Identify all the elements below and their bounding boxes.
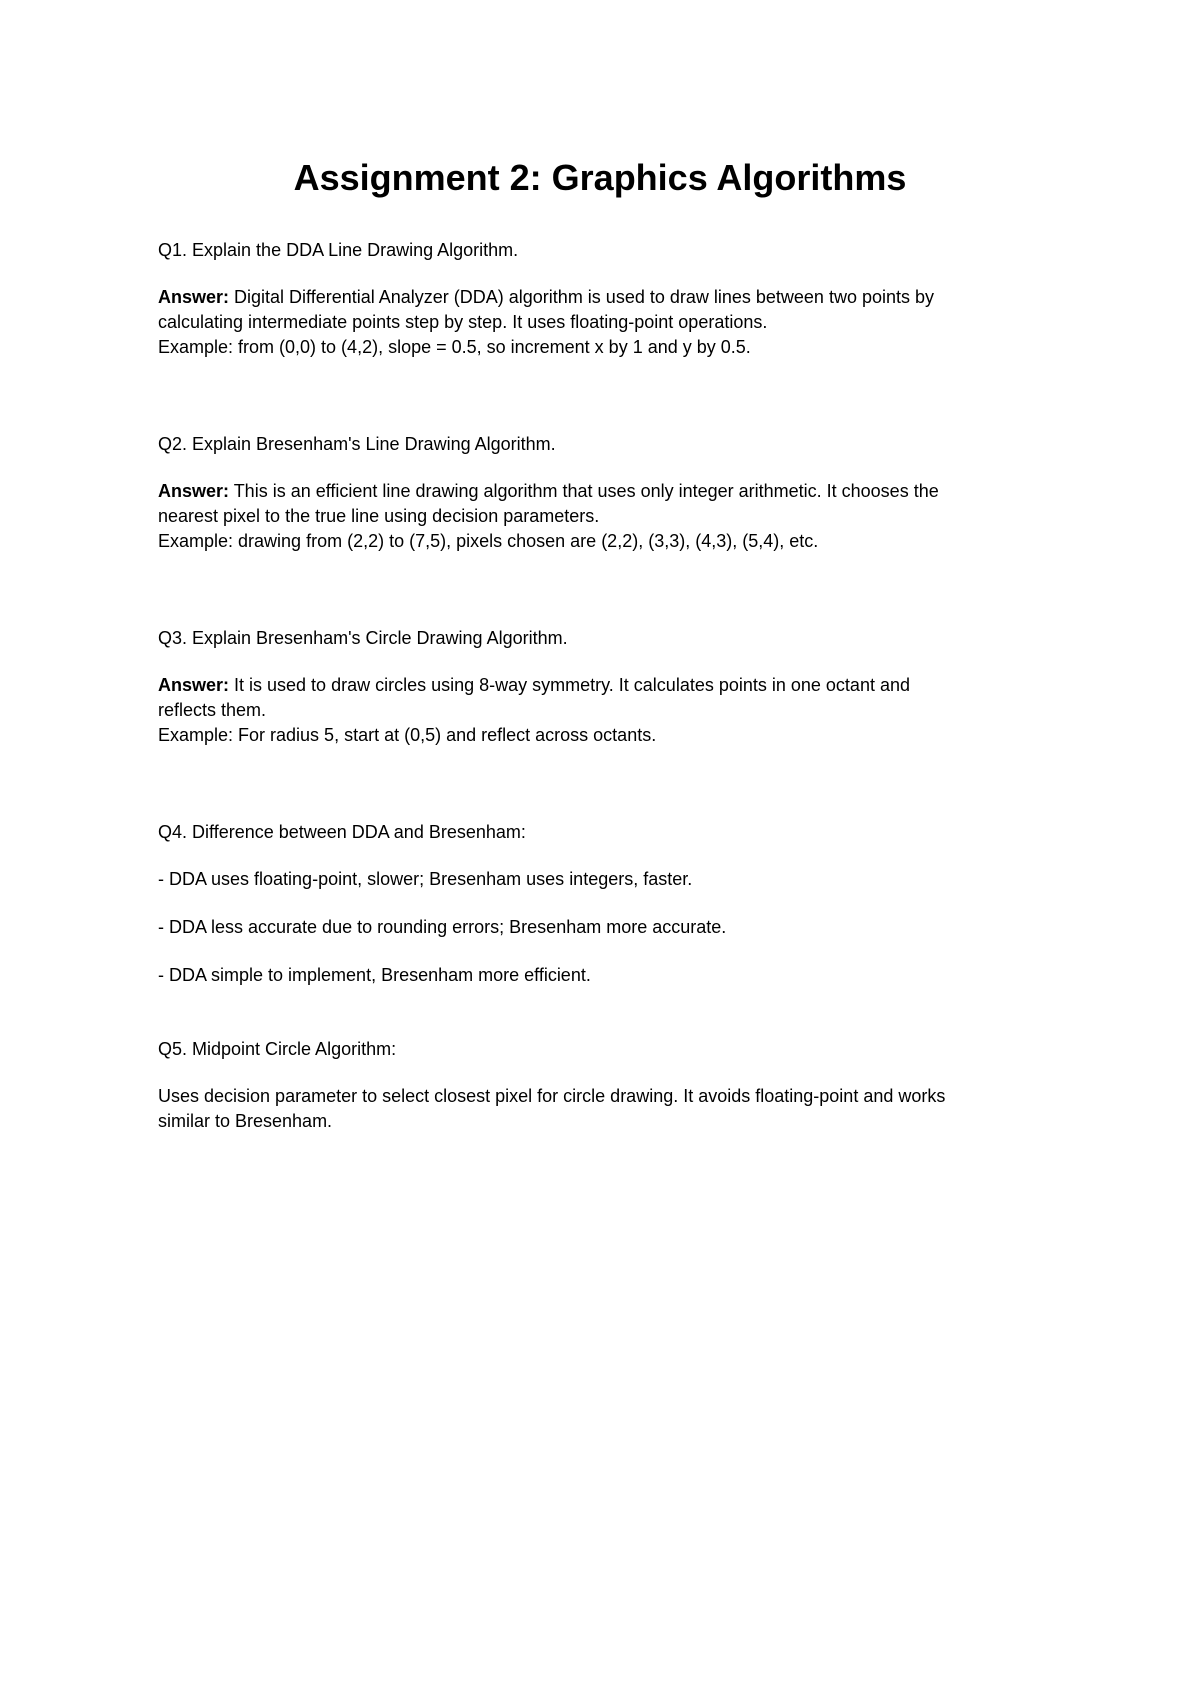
answer-label: Answer: bbox=[158, 287, 230, 307]
answer-1-line-1 bbox=[158, 285, 1058, 310]
answer-2-line-2: nearest pixel to the true line using decision parameters. bbox=[158, 506, 600, 526]
spacer bbox=[158, 748, 1058, 820]
question-5: Q5. Midpoint Circle Algorithm: bbox=[158, 1039, 397, 1059]
example-3: Example: For radius 5, start at (0,5) and reflect across octants. bbox=[158, 725, 657, 745]
question-section-4 bbox=[158, 820, 1058, 988]
question-1: Q1. Explain the DDA Line Drawing Algorithm. bbox=[158, 240, 519, 260]
answer-3-line-1 bbox=[158, 673, 1058, 698]
question-section-2 bbox=[158, 432, 1058, 554]
spacer bbox=[158, 360, 1058, 432]
answer-1-text-1: Digital Differential Analyzer (DDA) algorithm is used to draw lines between two points by bbox=[229, 287, 935, 307]
answer-5 bbox=[158, 1084, 1058, 1134]
difference-item-1: - DDA uses floating-point, slower; Bresenham uses integers, faster. bbox=[158, 869, 693, 889]
question-3: Q3. Explain Bresenham's Circle Drawing Algorithm. bbox=[158, 628, 568, 648]
answer-1 bbox=[158, 285, 1058, 360]
example-2: Example: drawing from (2,2) to (7,5), pixels chosen are (2,2), (3,3), (4,3), (5,4), etc. bbox=[158, 531, 819, 551]
difference-item-2: - DDA less accurate due to rounding errors; Bresenham more accurate. bbox=[158, 917, 727, 937]
answer-3-line-2: reflects them. bbox=[158, 700, 267, 720]
answer-3-text-1: It is used to draw circles using 8-way symmetry. It calculates points in one octant and bbox=[229, 675, 910, 695]
answer-5-line-2: similar to Bresenham. bbox=[158, 1111, 333, 1131]
answer-2 bbox=[158, 479, 1058, 554]
question-4: Q4. Difference between DDA and Bresenham: bbox=[158, 822, 526, 842]
example-1: Example: from (0,0) to (4,2), slope = 0.5, so increment x by 1 and y by 0.5. bbox=[158, 337, 751, 357]
document-title: Assignment 2: Graphics Algorithms bbox=[293, 157, 907, 198]
question-section-1 bbox=[158, 238, 1058, 360]
answer-label: Answer: bbox=[158, 481, 230, 501]
answer-1-line-2: calculating intermediate points step by step. It uses floating-point operations. bbox=[158, 312, 768, 332]
answer-2-text-1: This is an efficient line drawing algorithm that uses only integer arithmetic. It chooses the bbox=[229, 481, 939, 501]
document-body bbox=[158, 238, 1058, 1134]
difference-item-3: - DDA simple to implement, Bresenham more efficient. bbox=[158, 965, 591, 985]
answer-2-line-1 bbox=[158, 479, 1058, 504]
question-2: Q2. Explain Bresenham's Line Drawing Algorithm. bbox=[158, 434, 556, 454]
question-section-3 bbox=[158, 626, 1058, 748]
spacer bbox=[158, 1011, 1058, 1037]
spacer bbox=[158, 554, 1058, 626]
answer-5-line-1: Uses decision parameter to select closest pixel for circle drawing. It avoids floating-point and works bbox=[158, 1086, 946, 1106]
answer-3 bbox=[158, 673, 1058, 748]
question-section-5 bbox=[158, 1037, 1058, 1134]
answer-label: Answer: bbox=[158, 675, 230, 695]
